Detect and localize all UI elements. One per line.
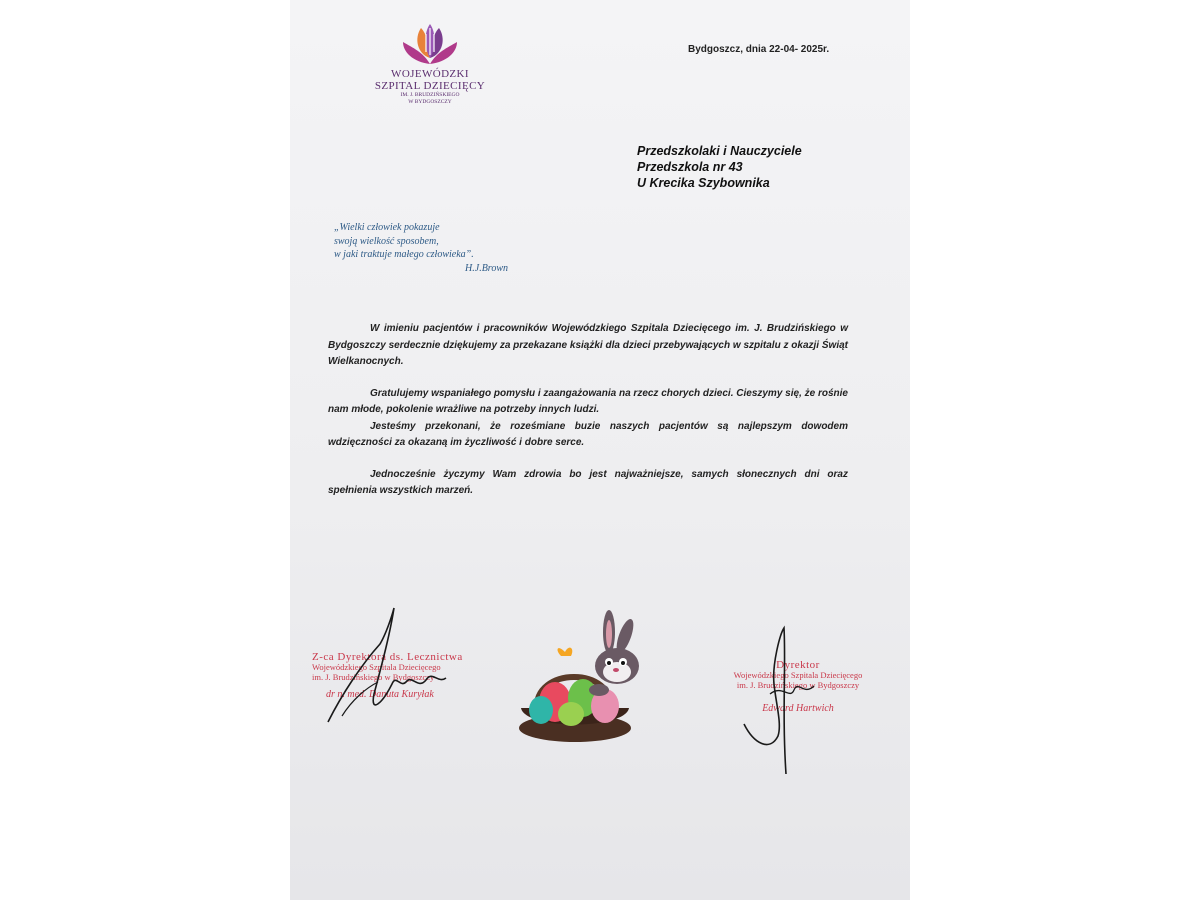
stamp-left-title: Z-ca Dyrektora ds. Lecznictwa bbox=[312, 651, 463, 663]
tulip-logo-icon bbox=[399, 22, 461, 68]
letter-page bbox=[290, 0, 910, 900]
easter-basket-icon bbox=[515, 606, 655, 750]
stamp-right-name: Edward Hartwich bbox=[762, 703, 834, 714]
recipient-line3: U Krecika Szybownika bbox=[637, 176, 770, 190]
stamp-left-line3: im. J. Brudzińskiego w Bydgoszczy bbox=[312, 672, 435, 682]
quote-line3: w jaki traktuje małego człowieka”. bbox=[334, 249, 474, 260]
letter-date: Bydgoszcz, dnia 22-04- 2025r. bbox=[688, 44, 830, 55]
recipient-block bbox=[637, 143, 802, 191]
quote-author: H.J.Brown bbox=[465, 262, 508, 274]
logo-text-line3: IM. J. BRUDZIŃSKIEGO bbox=[400, 92, 460, 98]
quote-line1: „Wielki człowiek pokazuje bbox=[334, 222, 440, 233]
body-paragraph-1: W imieniu pacjentów i pracowników Wojewódzkiego Szpitala Dziecięcego im. J. Brudzińskiego w Bydgoszczy serdecznie dziękujemy za przekazane książki dla dzieci przebywających w szpitalu z okazji Świąt Wielkanocnych. bbox=[328, 323, 848, 367]
body-paragraph-2: Gratulujemy wspaniałego pomysłu i zaangażowania na rzecz chorych dzieci. Cieszymy się, że rośnie nam młode, pokolenie wrażliwe na potrzeby innych ludzi. bbox=[328, 387, 848, 415]
stamp-right-line2: Wojewódzkiego Szpitala Dziecięcego bbox=[733, 670, 863, 680]
stamp-left-line2: Wojewódzkiego Szpitala Dziecięcego bbox=[312, 662, 441, 672]
recipient-line2: Przedszkola nr 43 bbox=[637, 160, 743, 174]
signature-right-icon bbox=[730, 624, 820, 784]
letter-body bbox=[328, 321, 848, 515]
quote-line2: swoją wielkość sposobem, bbox=[334, 235, 439, 247]
stamp-right-line3: im. J. Brudzińskiego w Bydgoszczy bbox=[736, 680, 860, 690]
signature-left-icon bbox=[322, 604, 452, 734]
body-paragraph-3: Jesteśmy przekonani, że roześmiane buzie naszych pacjentów są najlepszym dowodem wdzięczności za okazaną im życzliwość i dobre serce. bbox=[328, 420, 848, 448]
logo-text-line2: SZPITAL DZIECIĘCY bbox=[374, 80, 486, 92]
body-paragraph-4: Jednocześnie życzymy Wam zdrowia bo jest najważniejsze, samych słonecznych dni oraz spełnienia wszystkich marzeń. bbox=[328, 468, 848, 496]
logo-text-line1: WOJEWÓDZKI bbox=[391, 68, 469, 80]
quote-block bbox=[334, 221, 524, 275]
stamp-right-title: Dyrektor bbox=[776, 659, 820, 671]
hospital-logo bbox=[360, 22, 500, 106]
recipient-line1: Przedszkolaki i Nauczyciele bbox=[637, 144, 802, 158]
logo-text-line4: W BYDGOSZCZY bbox=[408, 99, 452, 105]
stamp-left-name: dr n. med. Danuta Kuryłak bbox=[326, 689, 434, 700]
